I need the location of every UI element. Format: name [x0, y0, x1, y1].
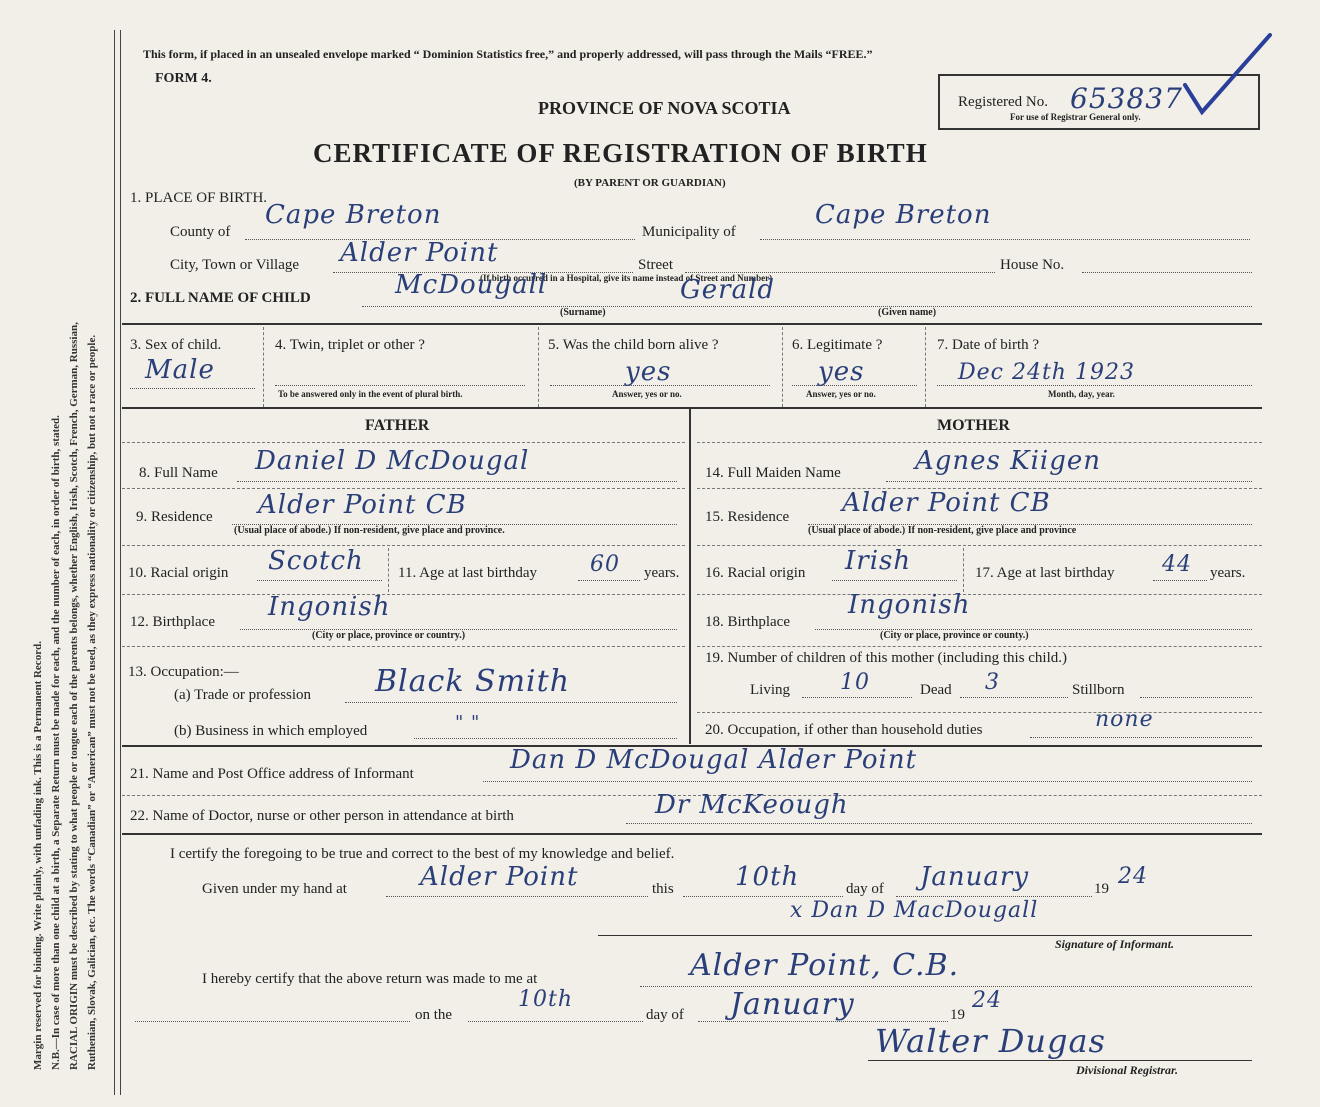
mother-name-value: Agnes Kiigen: [915, 446, 1101, 476]
mother-dead-value: 3: [985, 670, 1000, 695]
mother-race-value: Irish: [845, 546, 912, 576]
registered-number: 653837: [1070, 82, 1183, 115]
mother-name-label: 14. Full Maiden Name: [705, 465, 841, 481]
father-name-value: Daniel D McDougal: [255, 446, 530, 476]
father-business-value: " ": [455, 712, 481, 733]
mother-living-value: 10: [840, 670, 870, 695]
form-number: FORM 4.: [155, 71, 212, 86]
mother-heading: MOTHER: [937, 417, 1010, 434]
sex-label: 3. Sex of child.: [130, 337, 222, 353]
county-value: Cape Breton: [265, 200, 442, 230]
margin-note-racial-origin: RACIAL ORIGIN must be described by stating to what people or tongue each of the parents belongs, whether English, Irish, Scotch, French, German, Russian,: [68, 322, 80, 1070]
informant-signature-caption: Signature of Informant.: [1055, 937, 1175, 951]
registrar-year-value: 24: [972, 988, 1002, 1013]
registrar-day-value: 10th: [518, 987, 574, 1012]
given-day-of-label: day of: [846, 881, 884, 897]
father-trade-value: Black Smith: [375, 664, 571, 699]
father-occupation-label: 13. Occupation:—: [128, 664, 239, 680]
mother-occupation-value: none: [1095, 707, 1154, 732]
registrar-place-value: Alder Point, C.B.: [690, 948, 960, 983]
twin-note: To be answered only in the event of plural birth.: [278, 389, 463, 399]
legitimate-value: yes: [818, 357, 865, 387]
mother-living-label: Living: [750, 682, 790, 698]
child-given-name: Gerald: [680, 275, 776, 305]
father-race-label: 10. Racial origin: [128, 565, 229, 581]
born-alive-note: Answer, yes or no.: [612, 389, 682, 399]
mother-occupation-label: 20. Occupation, if other than household duties: [705, 722, 983, 738]
county-label: County of: [170, 224, 231, 240]
mother-birthplace-note: (City or place, province or county.): [880, 630, 1029, 641]
given-under-hand-label: Given under my hand at: [202, 881, 347, 897]
father-heading: FATHER: [365, 417, 430, 434]
twin-label: 4. Twin, triplet or other ?: [275, 337, 425, 353]
given-year-value: 24: [1118, 864, 1148, 889]
born-alive-value: yes: [625, 357, 672, 387]
registrar-signature: Walter Dugas: [875, 1022, 1106, 1060]
certify-statement: I certify the foregoing to be true and correct to the best of my knowledge and belief.: [170, 846, 675, 862]
child-name-label: 2. FULL NAME OF CHILD: [130, 290, 311, 306]
father-residence-note: (Usual place of abode.) If non-resident, give place and province.: [234, 525, 505, 536]
mother-residence-label: 15. Residence: [705, 509, 790, 525]
father-name-label: 8. Full Name: [139, 465, 218, 481]
given-name-caption: (Given name): [878, 307, 937, 318]
date-of-birth-note: Month, day, year.: [1048, 389, 1115, 399]
sex-value: Male: [145, 355, 215, 385]
legitimate-note: Answer, yes or no.: [806, 389, 876, 399]
hospital-note: (If birth occurred in a Hospital, give its name instead of Street and Number): [480, 273, 773, 283]
mother-children-label: 19. Number of children of this mother (including this child.): [705, 650, 1068, 666]
check-mark-icon: [1180, 30, 1280, 120]
municipality-label: Municipality of: [642, 224, 736, 240]
father-residence-value: Alder Point CB: [258, 490, 467, 520]
registrar-note: For use of Registrar General only.: [1010, 112, 1141, 122]
informant-label: 21. Name and Post Office address of Informant: [130, 766, 414, 782]
informant-value: Dan D McDougal Alder Point: [510, 745, 918, 775]
house-number-label: House No.: [1000, 257, 1065, 273]
margin-note-binding: Margin reserved for binding. Write plainly, with unfading ink. This is a Permanent Record.: [32, 641, 44, 1070]
legitimate-label: 6. Legitimate ?: [792, 337, 883, 353]
margin-note-multiple-births: N.B.—In case of more than one child at a birth, a Separate Return must be made for each, and the number of each, in order of birth, stated.: [50, 415, 62, 1070]
province-heading: PROVINCE OF NOVA SCOTIA: [538, 98, 791, 118]
informant-signature: x Dan D MacDougall: [790, 898, 1039, 923]
registrar-day-of-label: day of: [646, 1007, 684, 1023]
city-value: Alder Point: [340, 238, 499, 268]
mother-age-value: 44: [1162, 552, 1192, 577]
mother-dead-label: Dead: [920, 682, 952, 698]
certificate-subtitle: (BY PARENT OR GUARDIAN): [574, 177, 726, 189]
registered-label: Registered No.: [958, 94, 1048, 110]
doctor-label: 22. Name of Doctor, nurse or other person in attendance at birth: [130, 808, 514, 824]
date-of-birth-value: Dec 24th 1923: [958, 360, 1135, 385]
mother-birthplace-value: Ingonish: [848, 590, 971, 620]
mother-age-label: 17. Age at last birthday: [975, 565, 1115, 581]
father-residence-label: 9. Residence: [136, 509, 213, 525]
mother-stillborn-label: Stillborn: [1072, 682, 1125, 698]
date-of-birth-label: 7. Date of birth ?: [937, 337, 1040, 353]
mail-notice: This form, if placed in an unsealed envelope marked “ Dominion Statistics free,” and properly addressed, will pass through the Mails “FREE.”: [143, 47, 873, 61]
father-birthplace-value: Ingonish: [268, 592, 391, 622]
registrar-statement: I hereby certify that the above return was made to me at: [202, 971, 538, 987]
place-of-birth-label: 1. PLACE OF BIRTH.: [130, 190, 268, 206]
father-race-value: Scotch: [268, 546, 364, 576]
registrar-year-prefix: 19: [950, 1007, 965, 1023]
given-day-value: 10th: [735, 862, 800, 892]
father-business-label: (b) Business in which employed: [174, 723, 368, 739]
given-place-value: Alder Point: [420, 862, 579, 892]
father-trade-label: (a) Trade or profession: [174, 687, 312, 703]
father-age-value: 60: [590, 552, 620, 577]
child-surname: McDougall: [395, 270, 548, 300]
given-month-value: January: [920, 862, 1030, 892]
born-alive-label: 5. Was the child born alive ?: [548, 337, 719, 353]
mother-birthplace-label: 18. Birthplace: [705, 614, 790, 630]
registrar-caption: Divisional Registrar.: [1076, 1063, 1179, 1077]
binding-margin-line: [114, 30, 115, 1095]
registrar-on-the-label: on the: [415, 1007, 453, 1023]
mother-residence-note: (Usual place of abode.) If non-resident, give place and province: [808, 525, 1077, 536]
city-label: City, Town or Village: [170, 257, 300, 273]
mother-residence-value: Alder Point CB: [842, 488, 1051, 518]
binding-margin-line-inner: [120, 30, 121, 1095]
mother-race-label: 16. Racial origin: [705, 565, 806, 581]
father-years-label: years.: [644, 565, 680, 581]
mother-years-label: years.: [1210, 565, 1246, 581]
registrar-month-value: January: [730, 987, 855, 1022]
surname-caption: (Surname): [560, 307, 606, 318]
given-year-prefix: 19: [1094, 881, 1109, 897]
father-birthplace-label: 12. Birthplace: [130, 614, 215, 630]
father-age-label: 11. Age at last birthday: [398, 565, 537, 581]
street-label: Street: [638, 257, 673, 273]
this-label: this: [652, 881, 674, 897]
doctor-value: Dr McKeough: [655, 790, 849, 820]
certificate-title: CERTIFICATE OF REGISTRATION OF BIRTH: [313, 138, 928, 168]
father-birthplace-note: (City or place, province or country.): [312, 630, 466, 641]
margin-note-racial-origin-cont: Ruthenian, Slovak, Galician, etc. The words “Canadian” or “American” must not be used, as they express nationality or citizenship, but not a race or people.: [86, 334, 98, 1070]
municipality-value: Cape Breton: [815, 200, 992, 230]
